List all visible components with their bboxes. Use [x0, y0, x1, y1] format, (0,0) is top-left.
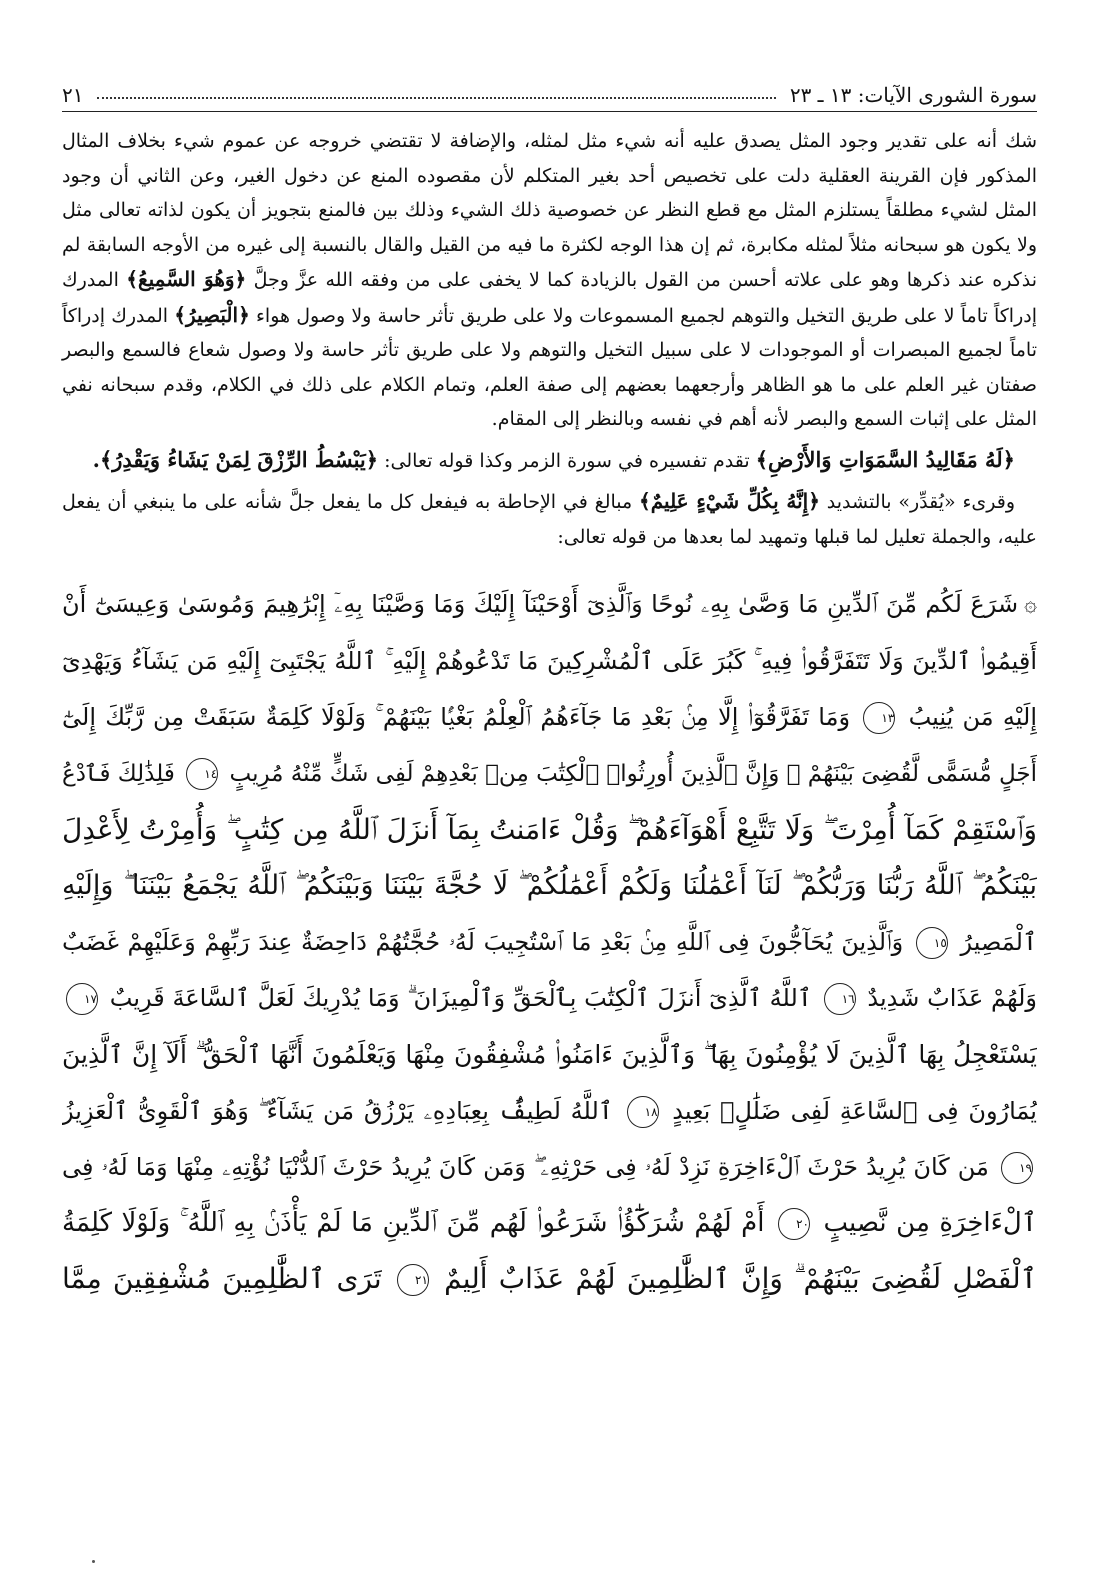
quran-line — [62, 1251, 1037, 1307]
quran-quote: ﴿إِنَّهُ بِكُلِّ شَيْءٍ عَلِيمٌ﴾ — [639, 489, 820, 513]
running-header — [62, 78, 1037, 112]
tafsir-commentary — [62, 124, 1037, 554]
page-number: ٢١ — [62, 83, 84, 107]
ayah-number-icon: ٢١ — [397, 1264, 429, 1296]
surah-title: سورة الشورى الآيات: ١٣ ـ ٢٣ — [789, 83, 1037, 107]
quran-line — [62, 746, 1037, 802]
quran-line — [62, 689, 1037, 745]
quran-line-text: أَمْ لَهُمْ شُرَكَٰٓؤُا۟ شَرَعُوا۟ لَهُم مِّنَ ٱلدِّينِ مَا لَمْ يَأْذَنۢ بِهِ ٱللَّهُ ۚ وَلَوْلَا كَلِمَةُ — [62, 1208, 765, 1239]
book-page — [62, 78, 1037, 1558]
quran-line — [62, 858, 1037, 914]
commentary-text: المدرك إدراكاً تاماً لجميع المبصرات أو الموجودات لا على سبيل التخيل والتوهم ولا على طريق تأثر حاسة ولا وصول شعاع فالسمع والبصر صفتان غير العلم على ما هو الظاهر وأرجعهما بعضهم إلى صفة العلم، وتمام الكلام على ذلك في الكلام، وقدم سبحانه نفي المثل على إثبات السمع والبصر لأنه أهم في نفسه وبالنظر إلى المقام. — [62, 304, 1037, 430]
quran-line-text: وَٱسْتَقِمْ كَمَآ أُمِرْتَ ۖ وَلَا تَتَّبِعْ أَهْوَآءَهُمْ ۖ وَقُلْ ءَامَنتُ بِمَآ أَنزَلَ ٱللَّهُ مِن كِتَٰبٍ ۖ وَأُمِرْتُ لِأَعْدِلَ — [62, 812, 1037, 846]
hizb-icon: ۞ — [1024, 591, 1037, 617]
quran-line — [62, 1195, 1037, 1251]
quran-line-text: وَلَهُمْ عَذَابٌ شَدِيدٌ — [867, 984, 1037, 1013]
quran-line-text: مَن كَانَ يُرِيدُ حَرْثَ ٱلْءَاخِرَةِ نَزِدْ لَهُۥ فِى حَرْثِهِۦ ۖ وَمَن كَانَ يُرِيدُ حَرْثَ ٱلدُّنْيَا نُؤْتِهِۦ مِنْهَا وَمَا لَهُۥ فِى — [62, 1152, 989, 1181]
quran-quote: ﴿وَهُوَ السَّمِيعُ﴾ — [126, 267, 247, 291]
commentary-paragraph — [62, 443, 1037, 479]
quran-line-text: إِلَيْهِ مَن يُنِيبُ — [908, 703, 1037, 732]
quran-quote: ﴿يَبْسُطُ الرِّزْقَ لِمَنْ يَشَاءُ وَيَقْدِرُ﴾. — [92, 446, 379, 472]
quran-line-text: وَمَا تَفَرَّقُوٓا۟ إِلَّا مِنۢ بَعْدِ مَا جَآءَهُمُ ٱلْعِلْمُ بَغْيًۢا بَيْنَهُمْ ۚ وَلَوْلَا كَلِمَةٌ سَبَقَتْ مِن رَّبِّكَ إِلَىٰٓ — [62, 703, 851, 732]
quran-line — [62, 1027, 1037, 1083]
quran-line — [62, 576, 1037, 633]
commentary-text: مبالغ في الإحاطة به فيفعل كل ما يفعل جلَّ شأنه على ما ينبغي أن يفعل عليه، والجملة تعليل لما قبلها وتمهيد لما بعدها من قوله تعالى: — [62, 491, 1037, 548]
ayah-number-icon: ١٩ — [1001, 1152, 1033, 1184]
ayah-number-icon: ١٤ — [186, 758, 218, 790]
commentary-text: تقدم تفسيره في سورة الزمر وكذا قوله تعالى: — [384, 449, 750, 472]
quran-line-text: تَرَى ٱلظَّٰلِمِينَ مُشْفِقِينَ مِمَّا — [62, 1262, 382, 1296]
ayah-number-icon: ١٦ — [824, 983, 856, 1015]
quran-line-text: ٱلْءَاخِرَةِ مِن نَّصِيبٍ — [823, 1208, 1037, 1239]
quran-line-text: يَسْتَعْجِلُ بِهَا ٱلَّذِينَ لَا يُؤْمِنُونَ بِهَا ۖ وَٱلَّذِينَ ءَامَنُوا۟ مُشْفِقُونَ مِنْهَا وَيَعْلَمُونَ أَنَّهَا ٱلْحَقُّ ۗ أَلَآ إِنَّ ٱلَّذِينَ — [62, 1039, 1037, 1069]
quran-line — [62, 1139, 1037, 1195]
quran-quote: ﴿الْبَصِيرُ﴾ — [174, 302, 250, 327]
quran-line — [62, 914, 1037, 970]
commentary-text: وقرىء «يُقدِّر» بالتشديد — [826, 491, 1015, 513]
ayah-number-icon: ١٣ — [863, 702, 895, 734]
quran-text-block — [62, 576, 1037, 1308]
quran-line-text: أَجَلٍ مُّسَمًّى لَّقُضِىَ بَيْنَهُمْ ۚ وَإِنَّ ٱلَّذِينَ أُورِثُوا۟ ٱلْكِتَٰبَ مِنۢ بَعْدِهِمْ لَفِى شَكٍّ مِّنْهُ مُرِيبٍ — [229, 760, 1037, 787]
quran-line-text: وَٱلَّذِينَ يُحَآجُّونَ فِى ٱللَّهِ مِنۢ بَعْدِ مَا ٱسْتُجِيبَ لَهُۥ حُجَّتُهُمْ دَاحِضَةٌ عِندَ رَبِّهِمْ وَعَلَيْهِمْ غَضَبٌ — [62, 928, 904, 957]
commentary-paragraph — [62, 124, 1037, 437]
quran-line-text: فَلِذَٰلِكَ فَٱدْعُ — [62, 760, 175, 787]
ayah-number-icon: ٢٠ — [778, 1208, 810, 1240]
commentary-text: شك أنه على تقدير وجود المثل يصدق عليه أنه شيء مثل لمثله، والإضافة لا تقتضي خروجه عن عموم شيء بخلاف المثال المذكور فإن القرينة العقلية دلت على تخصيص أحد بغير المتكلم لأن مقصوده المنع عن دخول الغير، وعن الثاني أن وجود المثل لشيء مطلقاً يستلزم المثل مع قطع النظر عن خصوصية ذلك الشيء وذلك بين فالمنع بتجويز أن يكون لذاته تعالى مثل ولا يكون هو سبحانه مثلاً لمثله مكابرة، ثم إن هذا الوجه لكثرة ما فيه من القيل والقال بالنسبة إلى غيره من الأوجه السابقة لم نذكره عند ذكرها وهو على علاته أحسن من القول بالزيادة كما لا يخفى على من وفقه الله عزَّ وجلَّ — [62, 130, 1038, 291]
quran-line — [62, 802, 1037, 858]
ayah-number-icon: ١٥ — [916, 927, 948, 959]
ayah-number-icon: ١٧ — [66, 983, 98, 1015]
quran-quote: ﴿لَهُ مَقَالِيدُ السَّمَوَاتِ وَالأَرْضِ﴾ — [755, 446, 1015, 472]
quran-line-text: يُمَارُونَ فِى ٱلسَّاعَةِ لَفِى ضَلَٰلٍۭ بَعِيدٍ — [672, 1096, 1037, 1125]
commentary-paragraph — [62, 484, 1037, 554]
header-dot-leader — [97, 87, 775, 99]
quran-line — [62, 970, 1037, 1026]
quran-line-text: شَرَعَ لَكُم مِّنَ ٱلدِّينِ مَا وَصَّىٰ بِهِۦ نُوحًا وَٱلَّذِىٓ أَوْحَيْنَآ إِلَيْكَ وَمَا وَصَّيْنَا بِهِۦٓ إِبْرَٰهِيمَ وَمُوسَىٰ وَعِيسَىٰٓ أَنْ — [62, 590, 1019, 618]
page-speck — [92, 1560, 95, 1563]
quran-line-text: ٱللَّهُ لَطِيفٌۢ بِعِبَادِهِۦ يَرْزُقُ مَن يَشَآءُ ۖ وَهُوَ ٱلْقَوِىُّ ٱلْعَزِيزُ — [62, 1096, 613, 1125]
quran-line-text: أَقِيمُوا۟ ٱلدِّينَ وَلَا تَتَفَرَّقُوا۟ فِيهِ ۚ كَبُرَ عَلَى ٱلْمُشْرِكِينَ مَا تَدْعُوهُمْ إِلَيْهِ ۚ ٱللَّهُ يَجْتَبِىٓ إِلَيْهِ مَن يَشَآءُ وَيَهْدِىٓ — [62, 647, 1037, 676]
quran-line-text: ٱللَّهُ ٱلَّذِىٓ أَنزَلَ ٱلْكِتَٰبَ بِٱلْحَقِّ وَٱلْمِيزَانَ ۗ وَمَا يُدْرِيكَ لَعَلَّ ٱلسَّاعَةَ قَرِيبٌ — [109, 984, 812, 1013]
quran-line — [62, 633, 1037, 689]
quran-line — [62, 1083, 1037, 1139]
commentary-text: المدرك إدراكاً تاماً لا على طريق التخيل والتوهم لجميع المسموعات ولا على طريق تأثر حاسة ولا وصول هواء — [62, 269, 1038, 327]
ayah-number-icon: ١٨ — [627, 1096, 659, 1128]
quran-line-text: بَيْنَكُمُ ۖ ٱللَّهُ رَبُّنَا وَرَبُّكُمْ ۖ لَنَآ أَعْمَٰلُنَا وَلَكُمْ أَعْمَٰلُكُمْ ۖ لَا حُجَّةَ بَيْنَنَا وَبَيْنَكُمُ ۖ ٱللَّهُ يَجْمَعُ بَيْنَنَا ۖ وَإِلَيْهِ — [62, 869, 1037, 901]
quran-line-text: ٱلْمَصِيرُ — [960, 928, 1037, 957]
quran-line-text: ٱلْفَصْلِ لَقُضِىَ بَيْنَهُمْ ۗ وَإِنَّ ٱلظَّٰلِمِينَ لَهُمْ عَذَابٌ أَلِيمٌ — [444, 1262, 1037, 1296]
